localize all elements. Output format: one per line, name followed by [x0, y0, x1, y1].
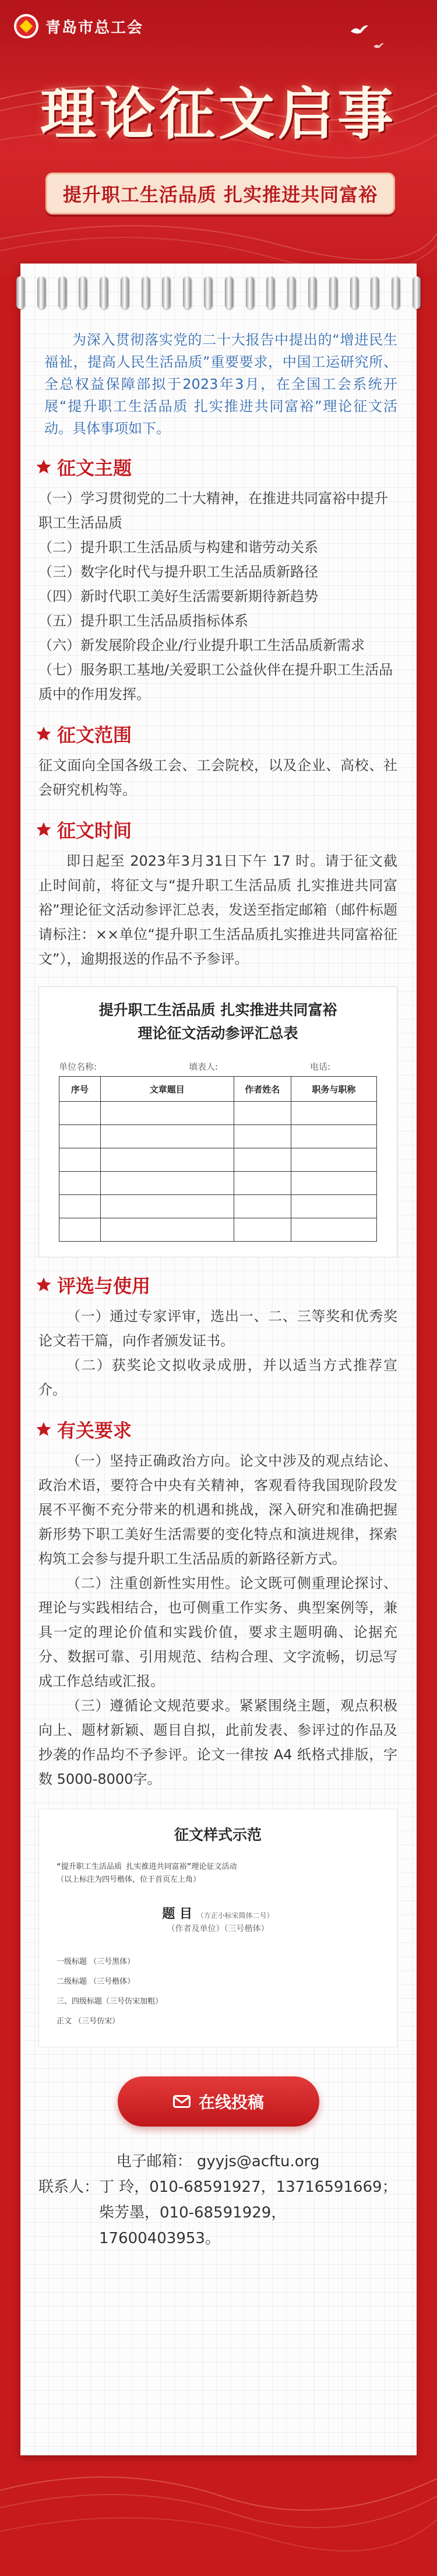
section-title: 征文主题	[57, 457, 132, 479]
sample-levels	[57, 1952, 379, 2032]
form-col-header: 作者姓名	[234, 1077, 291, 1102]
sample-topic-text: 题 目	[162, 1907, 192, 1921]
sample-note: （以上标注为四号楷体，位于首页左上角）	[57, 1875, 201, 1884]
form-table-cell	[100, 1102, 234, 1125]
form-table-cell	[100, 1218, 234, 1242]
summary-form-preview	[38, 986, 397, 1257]
sample-level: 三、四级标题（三号仿宋加粗）	[57, 1997, 163, 2006]
form-table-cell	[291, 1102, 376, 1125]
section-scope-heading	[35, 721, 408, 747]
union-logo-icon	[14, 14, 38, 38]
section-title: 征文时间	[57, 820, 132, 842]
form-table-cell	[59, 1125, 101, 1148]
theme-item: （三）数字化时代与提升职工生活品质新路径	[38, 564, 318, 580]
scope-text: 征文面向全国各级工会、工会院校，以及企业、高校、社会研究机构等。	[38, 757, 397, 798]
page-title: 理论征文启事	[40, 81, 397, 147]
sample-level: 正文 （三号仿宋）	[57, 2017, 120, 2026]
sample-level: 二级标题 （三号楷体）	[57, 1977, 135, 1986]
form-table-cell	[234, 1218, 291, 1242]
form-title-line1: 提升职工生活品质 扎实推进共同富裕	[98, 1001, 337, 1018]
form-table-body	[59, 1102, 377, 1242]
form-col-header: 文章题目	[100, 1077, 234, 1102]
contact-label: 联系人：	[38, 2178, 100, 2196]
submit-online-button[interactable]	[118, 2076, 319, 2127]
intro-paragraph: 为深入贯彻落实党的二十大报告中提出的“增进民生福祉，提高人民生活品质”重要要求，中国工运研究所、全总权益保障部拟于2023年3月，在全国工会系统开展“提升职工生活品质 扎实推进共同富裕”理论征文活动。具体事项如下。	[44, 332, 397, 437]
form-table-cell	[291, 1172, 376, 1195]
form-table-row	[59, 1172, 377, 1195]
section-theme-heading	[35, 454, 408, 480]
sample-topic	[57, 1904, 379, 1922]
section-title: 评选与使用	[57, 1275, 151, 1297]
form-table-cell	[234, 1148, 291, 1172]
form-phone-label: 电话:	[309, 1062, 330, 1072]
notice-content	[29, 309, 408, 2251]
org-name: 青岛市总工会	[45, 19, 144, 37]
form-table-cell	[234, 1125, 291, 1148]
form-table-row	[59, 1195, 377, 1218]
form-table-row	[59, 1148, 377, 1172]
theme-item: （七）服务职工基地/关爱职工公益伙伴在提升职工生活品质中的作用发挥。	[38, 662, 393, 702]
subtitle-banner: 提升职工生活品质 扎实推进共同富裕	[45, 173, 395, 215]
star-icon	[35, 1276, 52, 1294]
mail-icon	[173, 2095, 191, 2108]
submit-label: 在线投稿	[198, 2093, 264, 2112]
form-table-cell	[59, 1195, 101, 1218]
header-banner	[0, 0, 437, 274]
sample-line: “提升职工生活品质 扎实推进共同富裕”理论征文活动	[57, 1862, 237, 1871]
form-contact-label: 填表人:	[188, 1062, 218, 1072]
form-table-cell	[59, 1102, 101, 1125]
form-table-cell	[291, 1148, 376, 1172]
dove-small-icon	[373, 42, 385, 50]
form-table-cell	[291, 1125, 376, 1148]
email-row	[38, 2149, 397, 2174]
star-icon	[35, 458, 52, 476]
theme-item: （一）学习贯彻党的二十大精神，在推进共同富裕中提升职工生活品质	[38, 490, 388, 531]
form-table-cell	[291, 1218, 376, 1242]
section-title: 有关要求	[57, 1419, 132, 1442]
section-selection-heading	[35, 1271, 408, 1298]
contact-person-1: 丁 玲，010-68591927，13716591669；	[99, 2178, 397, 2196]
theme-item: （六）新发展阶段企业/行业提升职工生活品质新需求	[38, 637, 365, 653]
selection-item: （二）获奖论文拟收录成册，并以适当方式推荐宣介。	[38, 1357, 397, 1398]
footer-wave-decoration	[0, 2455, 437, 2576]
form-table-cell	[234, 1172, 291, 1195]
theme-item: （五）提升职工生活品质指标体系	[38, 613, 248, 629]
form-col-header: 职务与职称	[291, 1077, 376, 1102]
form-table-cell	[234, 1102, 291, 1125]
org-brand	[14, 14, 143, 38]
form-table-cell	[100, 1148, 234, 1172]
contact-person-row	[38, 2174, 397, 2200]
sample-topic-note: （方正小标宋简体二号）	[196, 1911, 274, 1920]
contact-person-2: 柴芳墨，010-68591929，17600403953。	[99, 2204, 287, 2247]
form-table-cell	[291, 1195, 376, 1218]
form-table-cell	[100, 1125, 234, 1148]
star-icon	[35, 725, 52, 743]
form-table-cell	[59, 1148, 101, 1172]
email-label: 电子邮箱：	[116, 2153, 192, 2170]
theme-item: （四）新时代职工美好生活需要新期待新趋势	[38, 588, 318, 605]
requirement-item: （一）坚持正确政治方向。论文中涉及的观点结论、政治术语，要符合中央有关精神，客观看待我国现阶段发展不平衡不充分带来的机遇和挑战，深入研究和准确把握新形势下职工美好生活需要的变化特点和演进规律，探索构筑工会参与提升职工生活品质的新路径新方式。	[38, 1453, 397, 1567]
email-link[interactable]: gyyjs@acftu.org	[196, 2153, 320, 2170]
star-icon	[35, 1421, 52, 1438]
time-text: 即日起至 2023年3月31日下午 17 时。请于征文截止时间前，将征文与“提升职工生活品质 扎实推进共同富裕”理论征文活动参评汇总表，发送至指定邮箱（邮件标题请标注：××单位“提升职工生活品质扎实推进共同富裕征文”），逾期报送的作品不予参评。	[38, 853, 397, 967]
form-col-header: 序号	[59, 1077, 101, 1102]
sample-level: 一级标题 （三号黑体）	[57, 1958, 135, 1966]
theme-item: （二）提升职工生活品质与构建和谐劳动关系	[38, 539, 318, 556]
sample-author: （作者及单位）（三号楷体）	[167, 1924, 269, 1934]
form-meta-row	[59, 1060, 377, 1073]
section-requirements-heading	[35, 1416, 408, 1443]
selection-item: （一）通过专家评审，选出一、二、三等奖和优秀奖论文若干篇，向作者颁发证书。	[38, 1308, 397, 1349]
form-table-cell	[234, 1195, 291, 1218]
sample-heading: 征文样式示范	[174, 1826, 262, 1843]
form-table-row	[59, 1102, 377, 1125]
form-table	[59, 1076, 377, 1242]
binder-rings	[16, 276, 421, 311]
requirement-item: （三）遵循论文规范要求。紧紧围绕主题，观点积极向上、题材新颖、题目自拟，此前发表、参评过的作品及抄袭的作品均不予参评。论文一律按 A4 纸格式排版，字数 5000-8000字。	[38, 1698, 397, 1787]
dove-icon	[350, 23, 369, 37]
section-title: 征文范围	[57, 724, 132, 746]
section-time-heading	[35, 816, 408, 843]
form-table-row	[59, 1218, 377, 1242]
form-table-cell	[59, 1172, 101, 1195]
form-table-cell	[59, 1218, 101, 1242]
star-icon	[35, 821, 52, 838]
form-unit-label: 单位名称:	[59, 1062, 97, 1072]
form-title-line2: 理论征文活动参评汇总表	[138, 1025, 298, 1042]
form-table-row	[59, 1125, 377, 1148]
requirement-item: （二）注重创新性实用性。论文既可侧重理论探讨、理论与实践相结合，也可侧重工作实务、典型案例等，兼具一定的理论价值和实践价值，要求主题明确、论据充分、数据可靠、引用规范、结构合理、文字流畅，切忌写成工作总结或汇报。	[38, 1575, 397, 1689]
form-table-cell	[100, 1172, 234, 1195]
contact-info	[38, 2149, 397, 2251]
format-sample-preview	[38, 1809, 397, 2047]
form-table-cell	[100, 1195, 234, 1218]
